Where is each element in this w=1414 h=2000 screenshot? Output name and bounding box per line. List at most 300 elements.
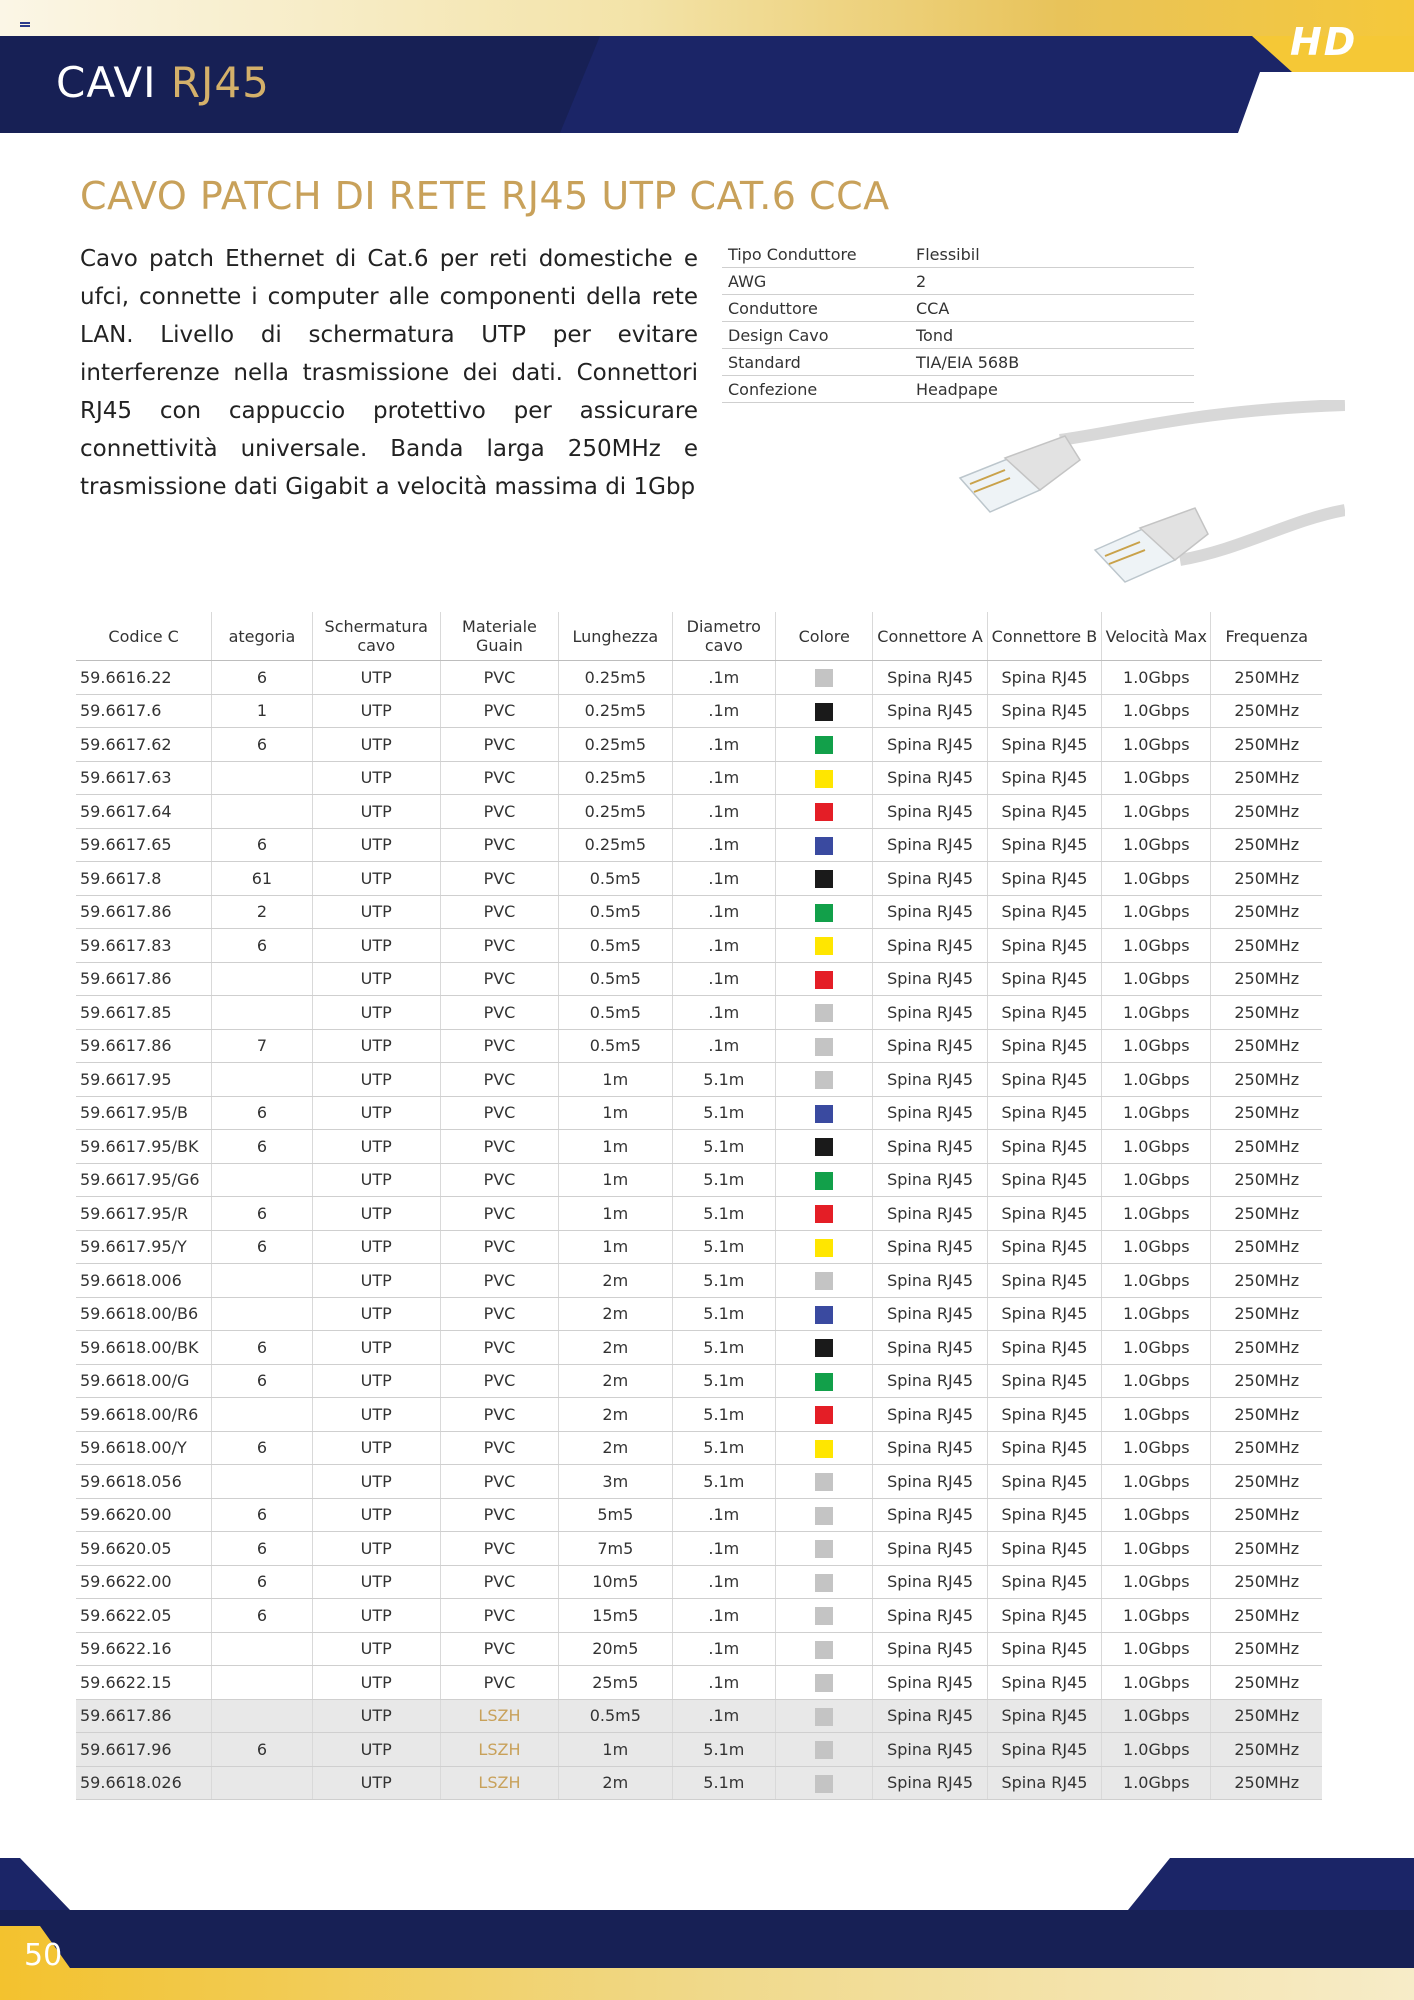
frequency-cell: 250MHz	[1211, 828, 1322, 862]
color-swatch-cell	[776, 1130, 873, 1164]
table-row	[76, 1398, 1322, 1432]
material-cell: PVC	[440, 1599, 558, 1633]
color-swatch-cell	[776, 1498, 873, 1532]
column-header: Frequenza	[1211, 612, 1322, 661]
connector-b-cell: Spina RJ45	[987, 1498, 1101, 1532]
table-row	[76, 1599, 1322, 1633]
length-cell: 0.25m5	[559, 795, 673, 829]
connector-a-cell: Spina RJ45	[873, 1364, 987, 1398]
connector-b-cell: Spina RJ45	[987, 828, 1101, 862]
connector-a-cell: Spina RJ45	[873, 1498, 987, 1532]
shield-cell: UTP	[312, 1431, 440, 1465]
diameter-cell: 5.1m	[672, 1364, 775, 1398]
diameter-cell: .1m	[672, 1632, 775, 1666]
table-row	[76, 1297, 1322, 1331]
connector-b-cell: Spina RJ45	[987, 1766, 1101, 1800]
frequency-cell: 250MHz	[1211, 1297, 1322, 1331]
category-cell: 6	[212, 1431, 312, 1465]
spec-row	[722, 349, 1194, 376]
speed-cell: 1.0Gbps	[1102, 1096, 1211, 1130]
connector-b-cell: Spina RJ45	[987, 1029, 1101, 1063]
color-swatch-cell	[776, 1163, 873, 1197]
code-cell: 59.6618.00/G	[76, 1364, 212, 1398]
speed-cell: 1.0Gbps	[1102, 1632, 1211, 1666]
length-cell: 0.5m5	[559, 929, 673, 963]
code-cell: 59.6617.63	[76, 761, 212, 795]
spec-key: Design Cavo	[722, 322, 910, 349]
material-cell: PVC	[440, 1264, 558, 1298]
table-row	[76, 828, 1322, 862]
length-cell: 2m	[559, 1398, 673, 1432]
color-swatch-cell	[776, 962, 873, 996]
category-cell: 6	[212, 1599, 312, 1633]
frequency-cell: 250MHz	[1211, 661, 1322, 695]
speed-cell: 1.0Gbps	[1102, 1565, 1211, 1599]
frequency-cell: 250MHz	[1211, 1197, 1322, 1231]
color-swatch	[815, 1004, 833, 1022]
color-swatch	[815, 1674, 833, 1692]
connector-b-cell: Spina RJ45	[987, 996, 1101, 1030]
shield-cell: UTP	[312, 962, 440, 996]
spec-key: Tipo Conduttore	[722, 241, 910, 268]
connector-b-cell: Spina RJ45	[987, 895, 1101, 929]
shield-cell: UTP	[312, 1230, 440, 1264]
category-cell: 6	[212, 1096, 312, 1130]
table-row	[76, 1565, 1322, 1599]
category-cell: 6	[212, 1498, 312, 1532]
spec-value: Headpape	[910, 376, 1194, 403]
material-cell: LSZH	[440, 1699, 558, 1733]
speed-cell: 1.0Gbps	[1102, 1163, 1211, 1197]
category-cell	[212, 1063, 312, 1097]
connector-a-cell: Spina RJ45	[873, 1766, 987, 1800]
diameter-cell: .1m	[672, 962, 775, 996]
color-swatch	[815, 1105, 833, 1123]
spec-value: CCA	[910, 295, 1194, 322]
table-row	[76, 962, 1322, 996]
category-cell: 6	[212, 1230, 312, 1264]
speed-cell: 1.0Gbps	[1102, 828, 1211, 862]
code-cell: 59.6617.95/R	[76, 1197, 212, 1231]
speed-cell: 1.0Gbps	[1102, 728, 1211, 762]
color-swatch	[815, 1205, 833, 1223]
connector-a-cell: Spina RJ45	[873, 1699, 987, 1733]
column-header: Diametro cavo	[672, 612, 775, 661]
connector-b-cell: Spina RJ45	[987, 694, 1101, 728]
connector-b-cell: Spina RJ45	[987, 795, 1101, 829]
spec-row	[722, 241, 1194, 268]
code-cell: 59.6617.8	[76, 862, 212, 896]
frequency-cell: 250MHz	[1211, 1498, 1322, 1532]
connector-b-cell: Spina RJ45	[987, 1163, 1101, 1197]
connector-b-cell: Spina RJ45	[987, 1063, 1101, 1097]
category-cell: 6	[212, 1364, 312, 1398]
frequency-cell: 250MHz	[1211, 1733, 1322, 1767]
speed-cell: 1.0Gbps	[1102, 795, 1211, 829]
frequency-cell: 250MHz	[1211, 1465, 1322, 1499]
connector-a-cell: Spina RJ45	[873, 1666, 987, 1700]
code-cell: 59.6618.026	[76, 1766, 212, 1800]
diameter-cell: 5.1m	[672, 1264, 775, 1298]
shield-cell: UTP	[312, 895, 440, 929]
color-swatch	[815, 1473, 833, 1491]
connector-a-cell: Spina RJ45	[873, 1532, 987, 1566]
connector-a-cell: Spina RJ45	[873, 1197, 987, 1231]
speed-cell: 1.0Gbps	[1102, 1465, 1211, 1499]
shield-cell: UTP	[312, 795, 440, 829]
diameter-cell: .1m	[672, 1532, 775, 1566]
material-cell: PVC	[440, 1398, 558, 1432]
spec-key: Confezione	[722, 376, 910, 403]
frequency-cell: 250MHz	[1211, 1130, 1322, 1164]
shield-cell: UTP	[312, 996, 440, 1030]
shield-cell: UTP	[312, 1029, 440, 1063]
diameter-cell: 5.1m	[672, 1331, 775, 1365]
material-cell: PVC	[440, 1331, 558, 1365]
shield-cell: UTP	[312, 1599, 440, 1633]
color-swatch	[815, 703, 833, 721]
cable-image	[950, 400, 1345, 605]
connector-a-cell: Spina RJ45	[873, 1230, 987, 1264]
length-cell: 1m	[559, 1230, 673, 1264]
category-cell: 61	[212, 862, 312, 896]
speed-cell: 1.0Gbps	[1102, 1297, 1211, 1331]
column-header: Lunghezza	[559, 612, 673, 661]
material-cell: PVC	[440, 1163, 558, 1197]
length-cell: 25m5	[559, 1666, 673, 1700]
speed-cell: 1.0Gbps	[1102, 895, 1211, 929]
connector-a-cell: Spina RJ45	[873, 1465, 987, 1499]
color-swatch-cell	[776, 895, 873, 929]
length-cell: 1m	[559, 1130, 673, 1164]
frequency-cell: 250MHz	[1211, 1163, 1322, 1197]
connector-a-cell: Spina RJ45	[873, 895, 987, 929]
connector-b-cell: Spina RJ45	[987, 1565, 1101, 1599]
shield-cell: UTP	[312, 1666, 440, 1700]
category-cell: 6	[212, 1733, 312, 1767]
code-cell: 59.6617.86	[76, 962, 212, 996]
column-header: Materiale Guain	[440, 612, 558, 661]
frequency-cell: 250MHz	[1211, 1431, 1322, 1465]
speed-cell: 1.0Gbps	[1102, 1230, 1211, 1264]
material-cell: PVC	[440, 1029, 558, 1063]
shield-cell: UTP	[312, 761, 440, 795]
code-cell: 59.6617.62	[76, 728, 212, 762]
length-cell: 2m	[559, 1264, 673, 1298]
spec-row	[722, 268, 1194, 295]
table-row	[76, 795, 1322, 829]
color-swatch-cell	[776, 795, 873, 829]
connector-b-cell: Spina RJ45	[987, 1197, 1101, 1231]
category-cell	[212, 1632, 312, 1666]
diameter-cell: 5.1m	[672, 1197, 775, 1231]
connector-a-cell: Spina RJ45	[873, 828, 987, 862]
color-swatch-cell	[776, 929, 873, 963]
spec-key: AWG	[722, 268, 910, 295]
code-cell: 59.6618.00/BK	[76, 1331, 212, 1365]
connector-a-cell: Spina RJ45	[873, 795, 987, 829]
shield-cell: UTP	[312, 1465, 440, 1499]
diameter-cell: 5.1m	[672, 1766, 775, 1800]
connector-b-cell: Spina RJ45	[987, 1230, 1101, 1264]
speed-cell: 1.0Gbps	[1102, 929, 1211, 963]
connector-a-cell: Spina RJ45	[873, 1331, 987, 1365]
color-swatch	[815, 736, 833, 754]
frequency-cell: 250MHz	[1211, 761, 1322, 795]
material-cell: PVC	[440, 1230, 558, 1264]
color-swatch-cell	[776, 1666, 873, 1700]
color-swatch	[815, 1775, 833, 1793]
code-cell: 59.6618.006	[76, 1264, 212, 1298]
color-swatch	[815, 971, 833, 989]
color-swatch	[815, 1540, 833, 1558]
connector-b-cell: Spina RJ45	[987, 761, 1101, 795]
length-cell: 1m	[559, 1163, 673, 1197]
color-swatch	[815, 1339, 833, 1357]
table-row	[76, 1364, 1322, 1398]
color-swatch	[815, 937, 833, 955]
material-cell: PVC	[440, 1063, 558, 1097]
diameter-cell: .1m	[672, 661, 775, 695]
category-cell	[212, 1163, 312, 1197]
length-cell: 20m5	[559, 1632, 673, 1666]
color-swatch-cell	[776, 1733, 873, 1767]
color-swatch	[815, 1306, 833, 1324]
color-swatch-cell	[776, 1465, 873, 1499]
category-cell	[212, 996, 312, 1030]
connector-a-cell: Spina RJ45	[873, 1264, 987, 1298]
shield-cell: UTP	[312, 1733, 440, 1767]
diameter-cell: 5.1m	[672, 1297, 775, 1331]
color-swatch-cell	[776, 1297, 873, 1331]
frequency-cell: 250MHz	[1211, 962, 1322, 996]
color-swatch-cell	[776, 862, 873, 896]
color-swatch-cell	[776, 1096, 873, 1130]
frequency-cell: 250MHz	[1211, 1565, 1322, 1599]
frequency-cell: 250MHz	[1211, 1699, 1322, 1733]
category-cell: 6	[212, 1532, 312, 1566]
color-swatch	[815, 1138, 833, 1156]
code-cell: 59.6617.86	[76, 1029, 212, 1063]
spec-key: Standard	[722, 349, 910, 376]
material-cell: PVC	[440, 862, 558, 896]
color-swatch-cell	[776, 1029, 873, 1063]
speed-cell: 1.0Gbps	[1102, 1498, 1211, 1532]
spec-value: Tond	[910, 322, 1194, 349]
material-cell: PVC	[440, 1197, 558, 1231]
table-row	[76, 996, 1322, 1030]
length-cell: 0.25m5	[559, 661, 673, 695]
table-row	[76, 1096, 1322, 1130]
color-swatch	[815, 837, 833, 855]
section-title: CAVI RJ45	[56, 58, 270, 107]
length-cell: 0.5m5	[559, 1699, 673, 1733]
diameter-cell: 5.1m	[672, 1733, 775, 1767]
speed-cell: 1.0Gbps	[1102, 1431, 1211, 1465]
shield-cell: UTP	[312, 828, 440, 862]
category-cell: 2	[212, 895, 312, 929]
code-cell: 59.6620.05	[76, 1532, 212, 1566]
code-cell: 59.6618.00/B6	[76, 1297, 212, 1331]
column-header: Schermatura cavo	[312, 612, 440, 661]
code-cell: 59.6617.96	[76, 1733, 212, 1767]
shield-cell: UTP	[312, 1565, 440, 1599]
color-swatch	[815, 1607, 833, 1625]
color-swatch-cell	[776, 1431, 873, 1465]
connector-a-cell: Spina RJ45	[873, 996, 987, 1030]
color-swatch	[815, 1440, 833, 1458]
connector-b-cell: Spina RJ45	[987, 1096, 1101, 1130]
shield-cell: UTP	[312, 1130, 440, 1164]
code-cell: 59.6622.15	[76, 1666, 212, 1700]
table-row	[76, 1197, 1322, 1231]
color-swatch	[815, 1071, 833, 1089]
color-swatch-cell	[776, 996, 873, 1030]
code-cell: 59.6617.95	[76, 1063, 212, 1097]
color-swatch	[815, 904, 833, 922]
category-cell: 6	[212, 1130, 312, 1164]
code-cell: 59.6617.95/G6	[76, 1163, 212, 1197]
speed-cell: 1.0Gbps	[1102, 1699, 1211, 1733]
code-cell: 59.6618.00/Y	[76, 1431, 212, 1465]
table-row	[76, 1733, 1322, 1767]
table-row	[76, 1498, 1322, 1532]
length-cell: 15m5	[559, 1599, 673, 1633]
shield-cell: UTP	[312, 1632, 440, 1666]
material-cell: PVC	[440, 929, 558, 963]
material-cell: LSZH	[440, 1733, 558, 1767]
color-swatch-cell	[776, 761, 873, 795]
color-swatch-cell	[776, 1063, 873, 1097]
diameter-cell: .1m	[672, 1498, 775, 1532]
length-cell: 1m	[559, 1096, 673, 1130]
table-row	[76, 728, 1322, 762]
category-cell: 6	[212, 1565, 312, 1599]
code-cell: 59.6618.00/R6	[76, 1398, 212, 1432]
frequency-cell: 250MHz	[1211, 1096, 1322, 1130]
frequency-cell: 250MHz	[1211, 1398, 1322, 1432]
code-cell: 59.6617.95/B	[76, 1096, 212, 1130]
connector-b-cell: Spina RJ45	[987, 1532, 1101, 1566]
material-cell: PVC	[440, 761, 558, 795]
table-row	[76, 929, 1322, 963]
material-cell: PVC	[440, 895, 558, 929]
length-cell: 0.25m5	[559, 761, 673, 795]
connector-b-cell: Spina RJ45	[987, 1599, 1101, 1633]
length-cell: 0.5m5	[559, 895, 673, 929]
color-swatch	[815, 870, 833, 888]
connector-a-cell: Spina RJ45	[873, 962, 987, 996]
connector-a-cell: Spina RJ45	[873, 728, 987, 762]
length-cell: 2m	[559, 1297, 673, 1331]
color-swatch	[815, 669, 833, 687]
category-cell: 6	[212, 661, 312, 695]
specs-table	[722, 241, 1194, 403]
table-row	[76, 1063, 1322, 1097]
material-cell: PVC	[440, 1498, 558, 1532]
connector-a-cell: Spina RJ45	[873, 694, 987, 728]
column-header: ategoria	[212, 612, 312, 661]
shield-cell: UTP	[312, 862, 440, 896]
speed-cell: 1.0Gbps	[1102, 1063, 1211, 1097]
diameter-cell: 5.1m	[672, 1163, 775, 1197]
connector-b-cell: Spina RJ45	[987, 1331, 1101, 1365]
shield-cell: UTP	[312, 728, 440, 762]
color-swatch-cell	[776, 694, 873, 728]
speed-cell: 1.0Gbps	[1102, 1733, 1211, 1767]
connector-a-cell: Spina RJ45	[873, 661, 987, 695]
color-swatch	[815, 1038, 833, 1056]
speed-cell: 1.0Gbps	[1102, 1029, 1211, 1063]
material-cell: PVC	[440, 1297, 558, 1331]
connector-b-cell: Spina RJ45	[987, 1398, 1101, 1432]
category-cell: 1	[212, 694, 312, 728]
frequency-cell: 250MHz	[1211, 728, 1322, 762]
category-cell	[212, 1666, 312, 1700]
shield-cell: UTP	[312, 1096, 440, 1130]
shield-cell: UTP	[312, 1297, 440, 1331]
material-cell: PVC	[440, 1465, 558, 1499]
diameter-cell: .1m	[672, 996, 775, 1030]
color-swatch-cell	[776, 1532, 873, 1566]
speed-cell: 1.0Gbps	[1102, 761, 1211, 795]
material-cell: PVC	[440, 1532, 558, 1566]
connector-a-cell: Spina RJ45	[873, 1431, 987, 1465]
material-cell: PVC	[440, 1632, 558, 1666]
connector-a-cell: Spina RJ45	[873, 1163, 987, 1197]
shield-cell: UTP	[312, 1264, 440, 1298]
color-swatch-cell	[776, 1599, 873, 1633]
connector-a-cell: Spina RJ45	[873, 1063, 987, 1097]
color-swatch	[815, 803, 833, 821]
connector-a-cell: Spina RJ45	[873, 929, 987, 963]
length-cell: 5m5	[559, 1498, 673, 1532]
category-cell: 6	[212, 1197, 312, 1231]
speed-cell: 1.0Gbps	[1102, 1398, 1211, 1432]
material-cell: PVC	[440, 1096, 558, 1130]
speed-cell: 1.0Gbps	[1102, 862, 1211, 896]
material-cell: PVC	[440, 1364, 558, 1398]
length-cell: 1m	[559, 1197, 673, 1231]
shield-cell: UTP	[312, 1163, 440, 1197]
shield-cell: UTP	[312, 1766, 440, 1800]
shield-cell: UTP	[312, 1398, 440, 1432]
column-header: Velocità Max	[1102, 612, 1211, 661]
frequency-cell: 250MHz	[1211, 1532, 1322, 1566]
connector-b-cell: Spina RJ45	[987, 1431, 1101, 1465]
diameter-cell: .1m	[672, 862, 775, 896]
spec-row	[722, 322, 1194, 349]
table-row	[76, 862, 1322, 896]
material-cell: PVC	[440, 728, 558, 762]
table-header-row	[76, 612, 1322, 661]
length-cell: 0.25m5	[559, 728, 673, 762]
frequency-cell: 250MHz	[1211, 1666, 1322, 1700]
diameter-cell: .1m	[672, 1666, 775, 1700]
connector-b-cell: Spina RJ45	[987, 1130, 1101, 1164]
table-row	[76, 661, 1322, 695]
diameter-cell: .1m	[672, 895, 775, 929]
speed-cell: 1.0Gbps	[1102, 962, 1211, 996]
table-row	[76, 694, 1322, 728]
connector-b-cell: Spina RJ45	[987, 1699, 1101, 1733]
code-cell: 59.6617.86	[76, 895, 212, 929]
color-swatch-cell	[776, 1230, 873, 1264]
code-cell: 59.6618.056	[76, 1465, 212, 1499]
product-table	[76, 612, 1322, 1800]
spec-value: TIA/EIA 568B	[910, 349, 1194, 376]
frequency-cell: 250MHz	[1211, 1331, 1322, 1365]
